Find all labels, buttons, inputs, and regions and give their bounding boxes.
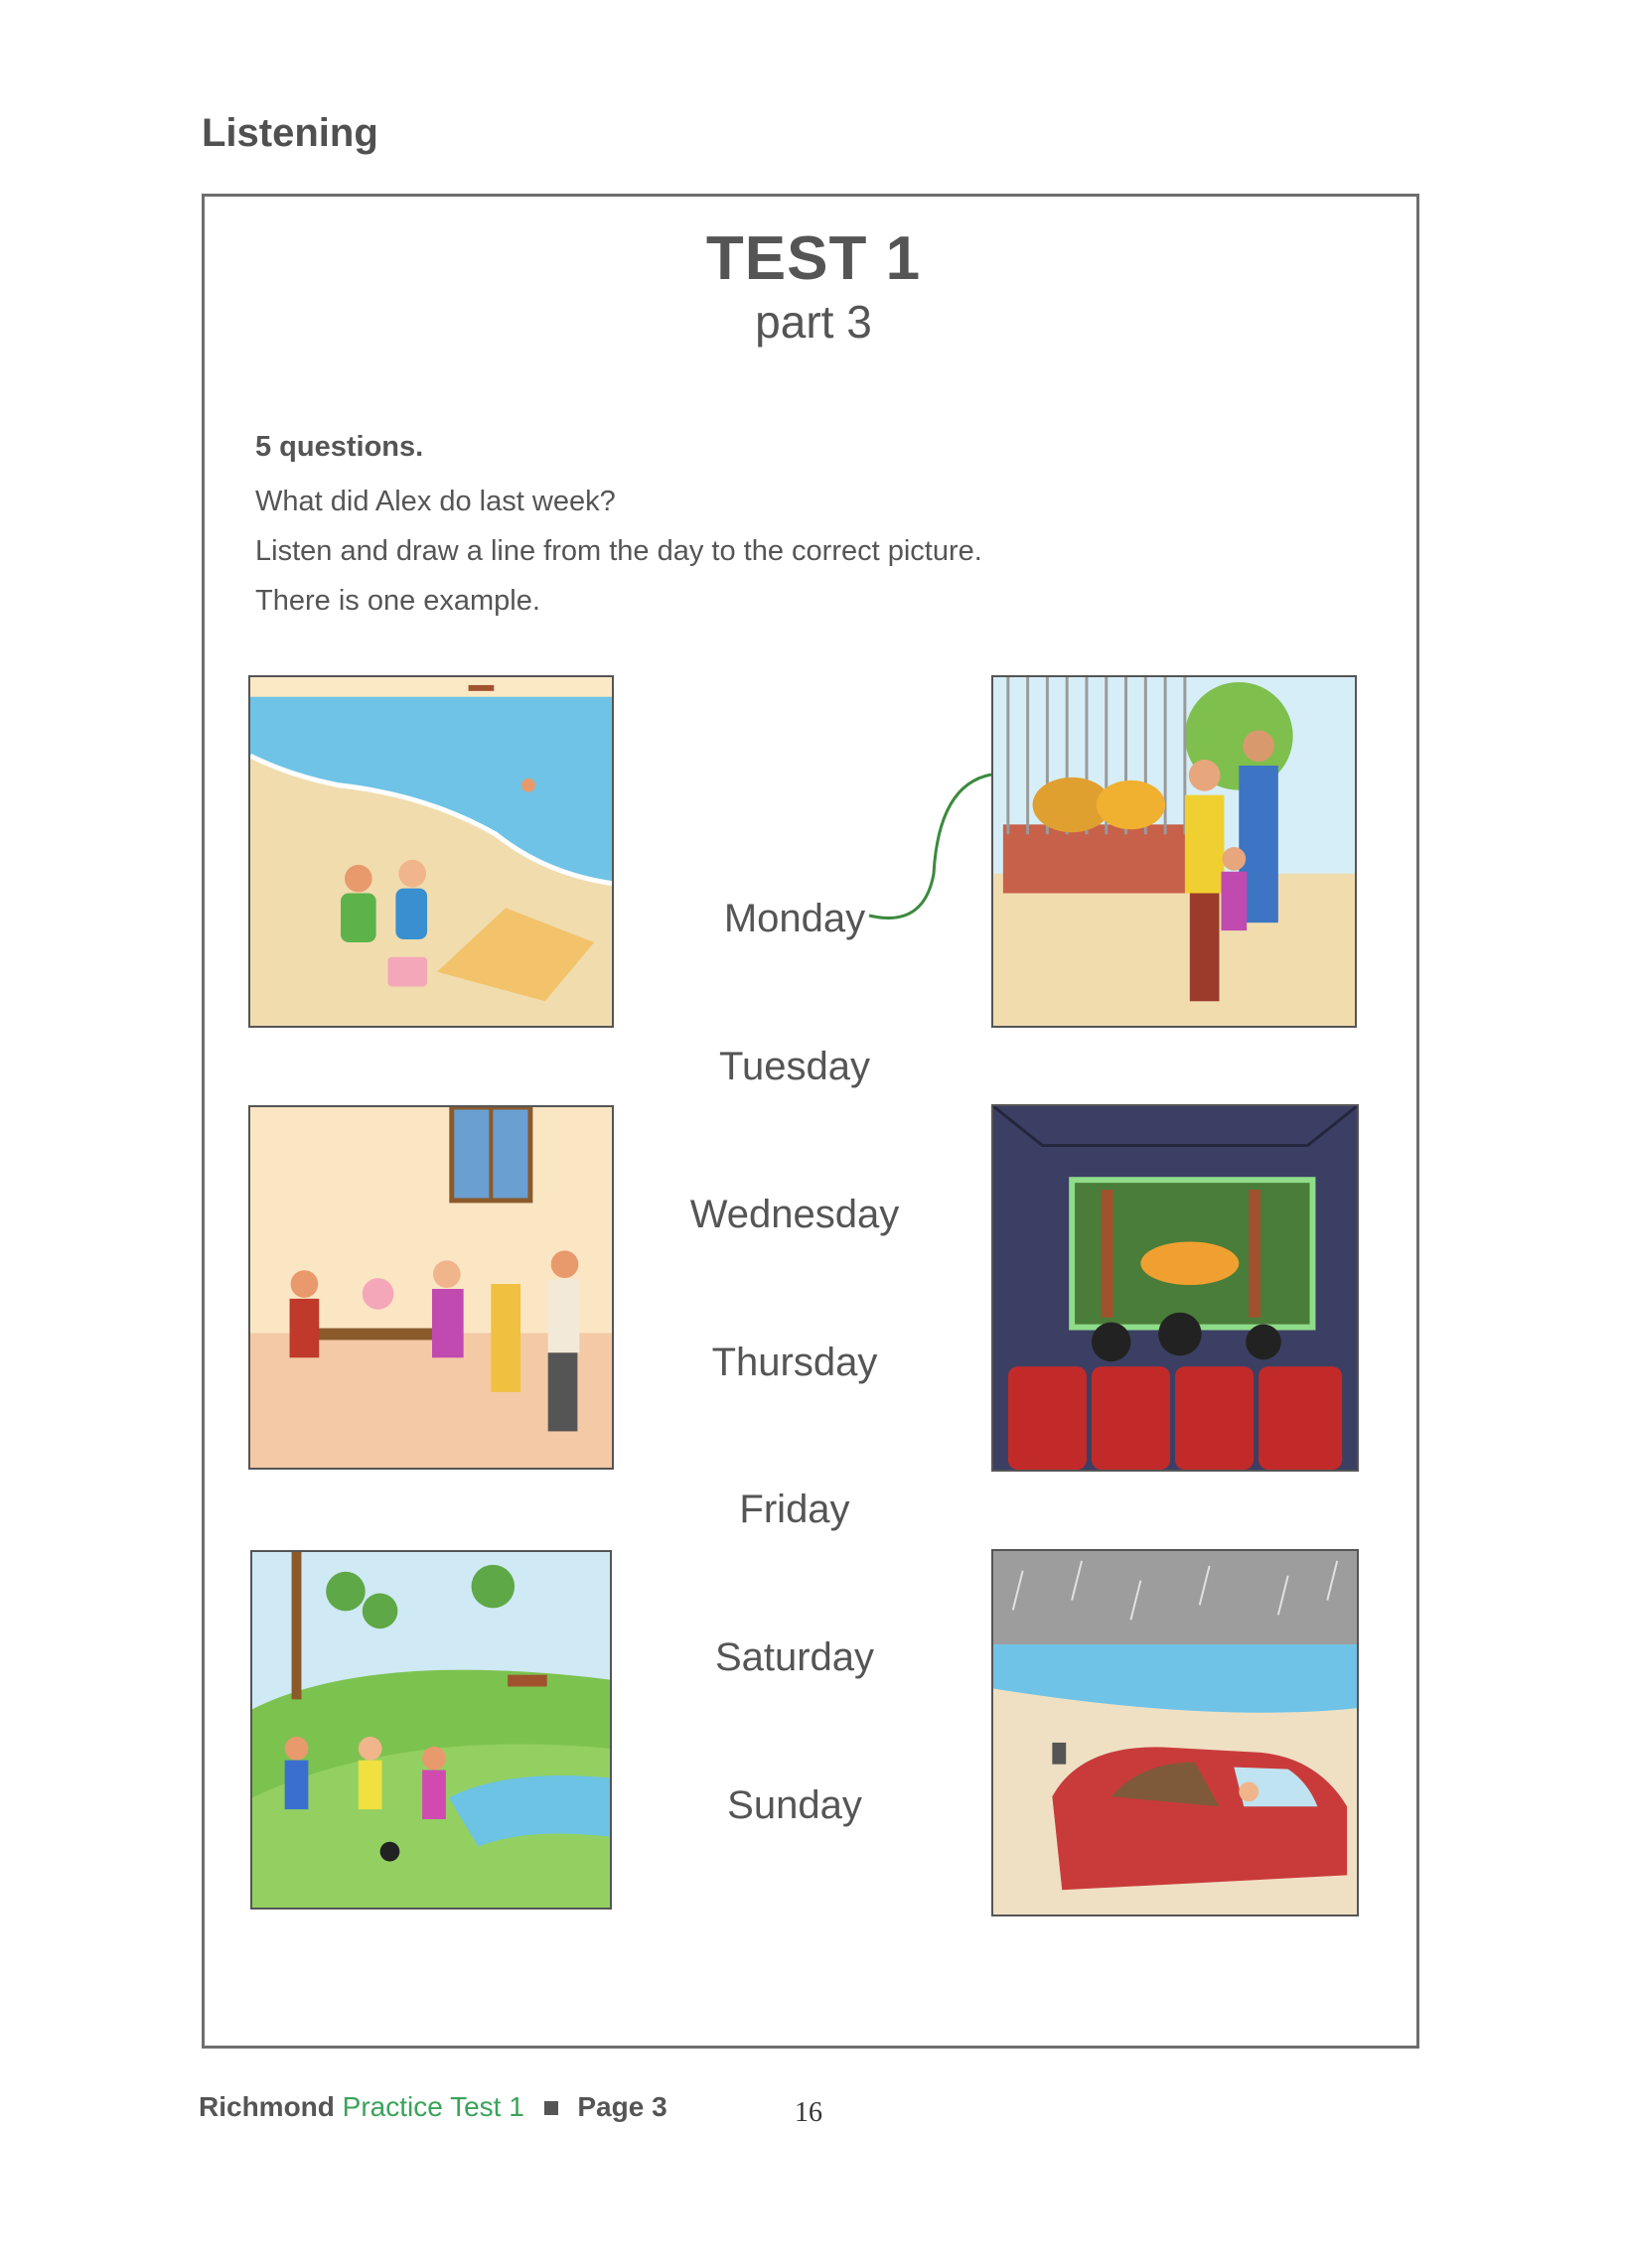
day-wednesday[interactable]: Wednesday bbox=[689, 1193, 900, 1236]
footer-brand: Richmond bbox=[199, 2091, 335, 2122]
picture-cinema[interactable] bbox=[991, 1104, 1359, 1472]
instruction-line: Listen and draw a line from the day to the correct picture. bbox=[255, 535, 982, 567]
question-count: 5 questions. bbox=[255, 431, 424, 463]
test-part: part 3 bbox=[755, 296, 872, 348]
day-sunday[interactable]: Sunday bbox=[727, 1783, 862, 1827]
picture-party[interactable] bbox=[248, 1105, 614, 1470]
instruction-line: What did Alex do last week? bbox=[255, 486, 616, 517]
test-title: TEST 1 bbox=[705, 224, 922, 293]
page-number: 16 bbox=[795, 2097, 822, 2128]
footer-page-label: Page 3 bbox=[577, 2091, 667, 2122]
day-friday[interactable]: Friday bbox=[739, 1488, 850, 1531]
party-illustration bbox=[250, 1107, 612, 1468]
footer-square-icon bbox=[544, 2101, 558, 2115]
instruction-line: There is one example. bbox=[255, 585, 540, 617]
picture-zoo[interactable] bbox=[991, 675, 1357, 1028]
day-thursday[interactable]: Thursday bbox=[711, 1341, 878, 1384]
picture-beach-picnic[interactable] bbox=[248, 675, 614, 1028]
footer-product: Practice Test 1 bbox=[342, 2091, 524, 2122]
day-monday[interactable]: Monday bbox=[723, 897, 866, 940]
picture-rainy-car[interactable] bbox=[991, 1549, 1359, 1916]
cinema-illustration bbox=[993, 1106, 1357, 1470]
footer bbox=[199, 2091, 667, 2123]
picture-park[interactable] bbox=[250, 1550, 612, 1910]
beach-picnic-illustration bbox=[250, 677, 612, 1026]
zoo-illustration bbox=[993, 677, 1355, 1026]
day-tuesday[interactable]: Tuesday bbox=[719, 1045, 870, 1088]
park-illustration bbox=[252, 1552, 610, 1908]
rainy-car-illustration bbox=[993, 1551, 1357, 1914]
day-saturday[interactable]: Saturday bbox=[714, 1635, 875, 1679]
section-title: Listening bbox=[202, 111, 378, 155]
